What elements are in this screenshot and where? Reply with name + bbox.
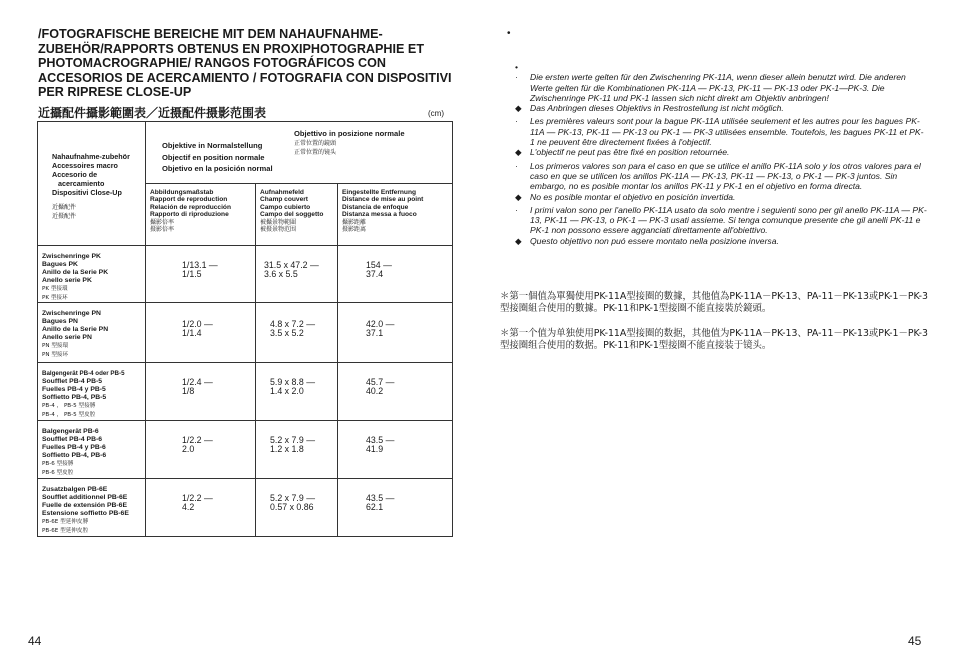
list-item: • bbox=[515, 62, 519, 72]
column-header-field: Aufnahmefeld Champ couvert Campo cubierto Campo del soggetto 被攝景物範圍 被摄景物范围 bbox=[256, 184, 338, 246]
row-header: Balgengerät PB-6 Soufflet PB-4 PB-6 Fuelles PB-4 y PB-6 Soffietto PB-4, PB-6 PB-6 型接膊 PB-6 型皮腔 bbox=[38, 421, 146, 479]
row-header: Balgengerät PB-4 oder PB-5 Soufflet PB-4 PB-5 Fuelles PB-4 y PB-5 Soffietto PB-4, PB-5 PB-4 ， PB-5 型接膊 PB-4 ， PB-5 型皮腔 bbox=[38, 363, 146, 421]
note-traditional-chinese: ＊第一個值為單獨使用PK-11A型接圈的數據，其他值為PK-11A－PK-13、PA-11－PK-13或PK-1－PK-3型接圈組合使用的數據。PK-11和PK-1型接圈不能直接裝於鏡頭。 bbox=[500, 291, 928, 315]
list-item: ◆ Das Anbringen dieses Objektivs in Restrostellung ist nicht möglich. bbox=[515, 103, 784, 114]
page-number-right: 45 bbox=[908, 634, 922, 648]
notes-list bbox=[515, 62, 927, 246]
field-cell: 31.5 x 47.2 — 3.6 x 5.5 bbox=[256, 246, 338, 303]
page-title: /FOTOGRAFISCHE BEREICHE MIT DEM NAHAUFNAHME-ZUBEHÖR/RAPPORTS OBTENUS EN PROXIPHOTOGRAPHIE ET PHOTOMACROGRAPHIE/ RANGOS FOTOGRÁFICOS CON ACCESORIOS DE ACERCAMIENTO / FOTOGRAFIA CON DISPOSITIVI PER RIPRESE CLOSE-UP bbox=[38, 27, 452, 100]
note-simplified-chinese: ＊第一个值为单独使用PK-11A型接圈的数据，其他值为PK-11A－PK-13、PA-11－PK-13或PK-1－PK-3型接圈组合使用的数据。PK-11和PK-1型接圈不能直接装于镜头。 bbox=[500, 328, 928, 352]
field-cell: 5.2 x 7.9 — 0.57 x 0.86 bbox=[256, 479, 338, 537]
list-item: · Les premières valeurs sont pour la bague PK-11A utilisée seulement et les autres pour les bagues PK-11A — PK-13, PK-11 — PK-13 ou PK-1 — PK-3 utilisées ensemble. Toutefois, les bagues PK-11 et PK-1 ne peuvent être directement fixées à l'objectif. bbox=[515, 116, 924, 148]
unit-label: (cm) bbox=[428, 109, 444, 118]
top-bullet-mark: • bbox=[507, 28, 511, 39]
table-row bbox=[38, 479, 453, 537]
table-row bbox=[38, 363, 453, 421]
close-up-range-table bbox=[37, 121, 453, 537]
list-item: ◆ No es posible montar el objetivo en posición invertida. bbox=[515, 191, 736, 202]
ratio-cell: 1/2.4 — 1/8 bbox=[146, 363, 256, 421]
field-cell: 5.9 x 8.8 — 1.4 x 2.0 bbox=[256, 363, 338, 421]
right-page bbox=[477, 0, 954, 672]
normal-position-header: Objektive in Normalstellung Objectif en position normale Objetivo en la posición normal Objettivo in posizione normale 正常位置的鏡頭 正常位置的镜头 bbox=[146, 122, 453, 184]
ratio-cell: 1/2.2 — 2.0 bbox=[146, 421, 256, 479]
ratio-cell: 1/2.2 — 4.2 bbox=[146, 479, 256, 537]
table-row bbox=[38, 246, 453, 303]
column-header-distance: Eingestellte Entfernung Distance de mise au point Distancia de enfoque Distanza messa a fuoco 攝影距離 摄影距离 bbox=[338, 184, 453, 246]
column-header-ratio: Abbildungsmaßstab Rapport de reproduction Relación de reproducción Rapporto di riproduzione 攝影倍率 摄影倍率 bbox=[146, 184, 256, 246]
page-subtitle-chinese: 近攝配件攝影範圍表／近摄配件摄影范围表 bbox=[38, 106, 267, 120]
distance-cell: 43.5 — 41.9 bbox=[338, 421, 453, 479]
distance-cell: 45.7 — 40.2 bbox=[338, 363, 453, 421]
row-header: Zwischenringe PK Bagues PK Anillo de la Serie PK Anello serie PK PK 型接環 PK 型接环 bbox=[38, 246, 146, 303]
table-row bbox=[38, 303, 453, 363]
field-cell: 5.2 x 7.9 — 1.2 x 1.8 bbox=[256, 421, 338, 479]
list-item: · Die ersten werte gelten für den Zwischenring PK-11A, wenn dieser allein benutzt wird. Die anderen Werte gelten für die Kombinationen PK-11A — PK-13, PK-11 — PK-13 oder PK-1—PK-3. Die Zwischenringe PK-11 und PK-1 lassen sich nicht direkt am Objektiv anbringen! bbox=[515, 72, 906, 103]
page-number-left: 44 bbox=[28, 634, 42, 648]
distance-cell: 42.0 — 37.1 bbox=[338, 303, 453, 363]
ratio-cell: 1/2.0 — 1/1.4 bbox=[146, 303, 256, 363]
distance-cell: 43.5 — 62.1 bbox=[338, 479, 453, 537]
table-corner-header: Nahaufnahme-zubehör Accessoires macro Accesorio de acercamiento Dispositivi Close-Up 近攝配件 近摄配件 bbox=[38, 122, 146, 246]
table-row bbox=[38, 421, 453, 479]
row-header: Zwischenringe PN Bagues PN Anillo de la Serie PN Anello serie PN PN 型接環 PN 型接环 bbox=[38, 303, 146, 363]
list-item: · Los primeros valores son para el caso en que se utilice el anillo PK-11A solo y los otros valores para el caso en que se utilicen los anillos PK-11A — PK-13, PK-11 — PK-13, o PK-1 — PK-3 juntos. Sin embargo, no es posible montar los anillos PK-11 y PK-1 en el objetivo en forma directa. bbox=[515, 160, 921, 192]
distance-cell: 154 — 37.4 bbox=[338, 246, 453, 303]
normal-position-label: Objektive in Normalstellung Objectif en position normale Objetivo en la posición normal bbox=[162, 141, 273, 174]
ratio-cell: 1/13.1 — 1/1.5 bbox=[146, 246, 256, 303]
row-header: Zusatzbalgen PB-6E Soufflet additionnel PB-6E Fuelle de extensión PB-6E Estensione soffietto PB-6E PB-6E 型延伸皮膊 PB-6E 型延伸皮腔 bbox=[38, 479, 146, 537]
list-item: ◆ L'objectif ne peut pas être fixé en position retournée. bbox=[515, 147, 730, 158]
field-cell: 4.8 x 7.2 — 3.5 x 5.2 bbox=[256, 303, 338, 363]
list-item: ◆ Questo objettivo non puó essere montato nella posizione inversa. bbox=[515, 235, 779, 246]
list-item: · I primi valon sono per l'anello PK-11A usato da solo mentre i seguienti sono per gil anello PK-11A — PK-13, PK-11 — PK-13, o PK-1 — PK-3 usati assieme. Si tenga comunque presente che gil anelli PK-11 e PK-1 non possono essere agganciati direttamente all'obiettivo. bbox=[515, 204, 927, 236]
